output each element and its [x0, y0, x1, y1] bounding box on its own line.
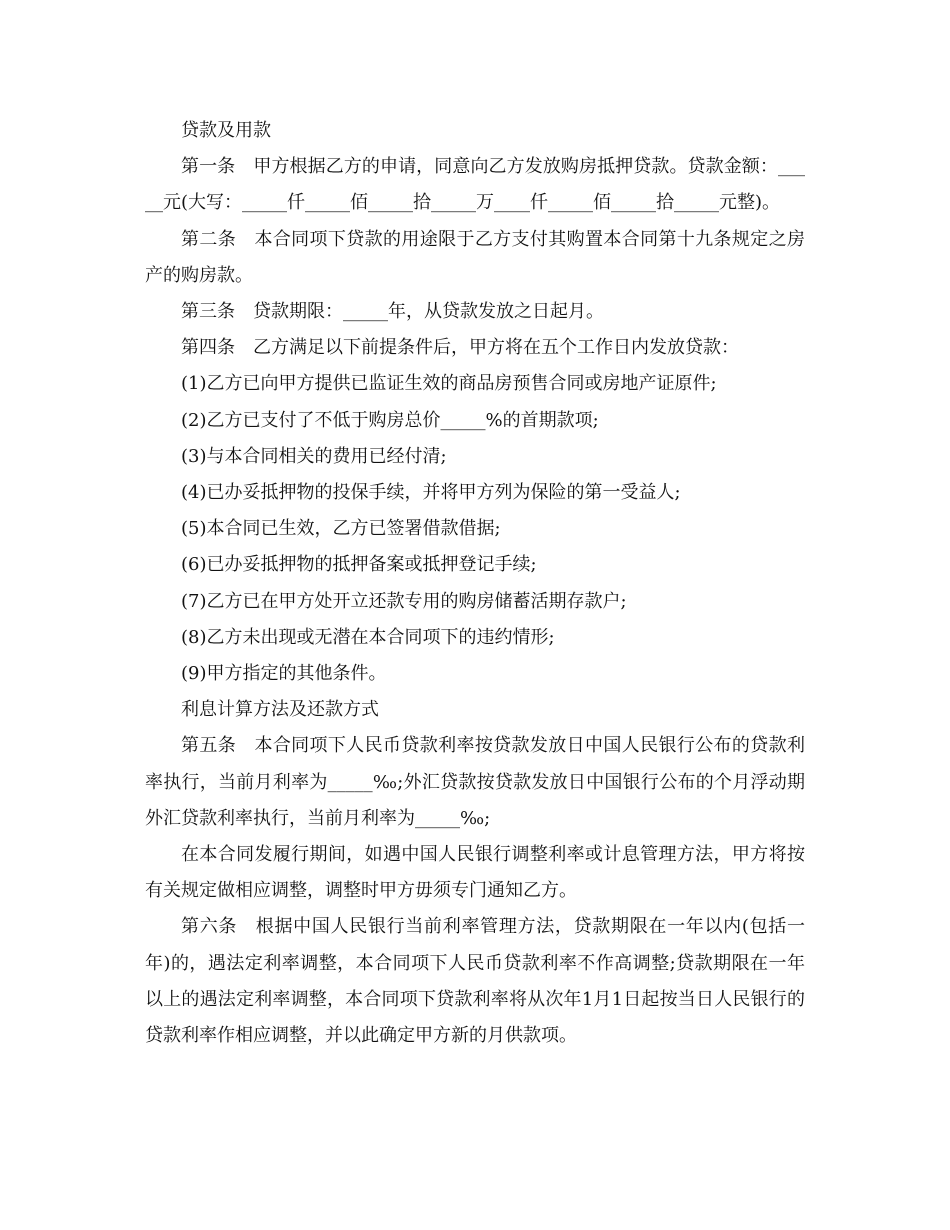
condition-item-9: (9)甲方指定的其他条件。: [181, 663, 387, 685]
article-4-preconditions: 第四条 乙方满足以下前提条件后，甲方将在五个工作日内发放贷款：: [181, 337, 739, 359]
condition-item-2: (2)乙方已支付了不低于购房总价_____%的首期款项;: [181, 409, 599, 431]
article-5-interest-rate: 第五条 本合同项下人民币贷款利率按贷款发放日中国人民银行公布的贷款利率执行，当前月利率为_____‰;外汇贷款按贷款发放日中国银行公布的个月浮动期外汇贷款利率执行，当前月利率为_____‰;: [145, 735, 805, 829]
condition-item-5: (5)本合同已生效，乙方已签署借款借据;: [181, 518, 501, 540]
section-heading-interest-repayment: 利息计算方法及还款方式: [181, 699, 379, 721]
condition-item-1: (1)乙方已向甲方提供已监证生效的商品房预售合同或房地产证原件;: [181, 373, 717, 395]
article-5-rate-adjustment: 在本合同发履行期间，如遇中国人民银行调整利率或计息管理方法，甲方将按有关规定做相应调整，调整时甲方毋须专门通知乙方。: [145, 844, 805, 902]
article-1-loan-amount: 第一条 甲方根据乙方的申请，同意向乙方发放购房抵押贷款。贷款金额：_____元(大写：_____仟_____佰_____拾_____万____仟_____佰_____拾_____元整)。: [145, 156, 805, 214]
article-2-loan-purpose: 第二条 本合同项下贷款的用途限于乙方支付其购置本合同第十九条规定之房产的购房款。: [145, 228, 805, 286]
condition-item-6: (6)已办妥抵押物的抵押备案或抵押登记手续;: [181, 554, 537, 576]
condition-item-4: (4)已办妥抵押物的投保手续，并将甲方列为保险的第一受益人;: [181, 482, 681, 504]
condition-item-7: (7)乙方已在甲方处开立还款专用的购房储蓄活期存款户;: [181, 590, 627, 612]
condition-item-8: (8)乙方未出现或无潜在本合同项下的违约情形;: [181, 626, 555, 648]
article-6-rate-management: 第六条 根据中国人民银行当前利率管理方法，贷款期限在一年以内(包括一年)的，遇法定利率调整，本合同项下人民币贷款利率不作高调整;贷款期限在一年以上的遇法定利率调整，本合同项下贷款利率将从次年1月1日起按当日人民银行的贷款利率作相应调整，并以此确定甲方新的月供款项。: [145, 916, 805, 1047]
section-heading-loan-usage: 贷款及用款: [181, 120, 271, 141]
document-body: [145, 113, 805, 1054]
condition-item-3: (3)与本合同相关的费用已经付清;: [181, 445, 447, 467]
article-3-loan-term: 第三条 贷款期限：_____年，从贷款发放之日起月。: [181, 301, 604, 323]
